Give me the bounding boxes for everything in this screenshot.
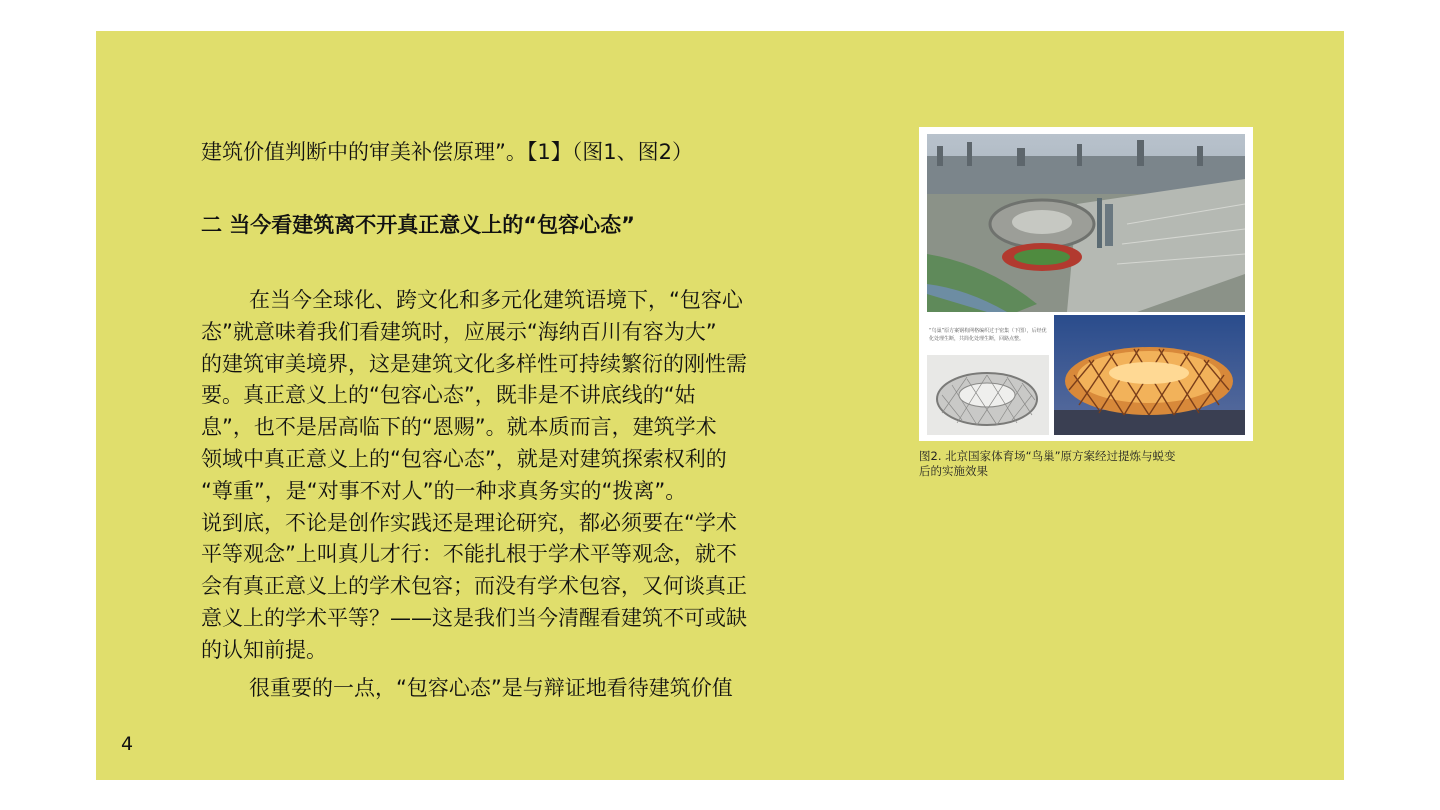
paragraph1-line: 平等观念”上叫真儿才行：不能扎根于学术平等观念，就不 — [201, 542, 737, 567]
paragraph1-line: 意义上的学术平等？——这是我们当今清醒看建筑不可或缺 — [201, 605, 747, 630]
body-text — [201, 285, 831, 704]
paragraph1-line: 态”就意味着我们看建筑时，应展示“海纳百川有容为大” — [201, 319, 717, 344]
figure-caption-line: 图2. 北京国家体育场“鸟巢”原方案经过提炼与蜕变 — [919, 449, 1176, 463]
paragraph1-line: 的建筑审美境界，这是建筑文化多样性可持续繁衍的刚性需 — [201, 351, 747, 376]
paragraph1-line: 会有真正意义上的学术包容；而没有学术包容，又何谈真正 — [201, 574, 747, 599]
paragraph1-line: 在当今全球化、跨文化和多元化建筑语境下，“包容心 — [249, 288, 743, 312]
paragraph1-line: 息”，也不是居高临下的“恩赐”。就本质而言，建筑学术 — [201, 415, 717, 440]
paragraph1-line: 的认知前提。 — [201, 637, 327, 662]
paragraph1-line: 领域中真正意义上的“包容心态”，就是对建筑探索权利的 — [201, 446, 727, 471]
stadium-night-photo — [1054, 315, 1245, 435]
section-heading: 二 当今看建筑离不开真正意义上的“包容心态” — [201, 213, 635, 237]
paragraph1-line: 说到底，不论是创作实践还是理论研究，都必须要在“学术 — [201, 510, 737, 535]
lead-line: 建筑价值判断中的审美补偿原理”。【1】（图1、图2） — [201, 140, 693, 164]
figure-image — [919, 127, 1253, 441]
page-number: 4 — [121, 733, 134, 755]
stadium-model-photo — [927, 355, 1049, 435]
figure-caption-line: 后的实施效果 — [919, 464, 988, 478]
paragraph2-line: 很重要的一点，“包容心态”是与辩证地看待建筑价值 — [249, 675, 733, 700]
paragraph1-line: 要。真正意义上的“包容心态”，既非是不讲底线的“姑 — [201, 383, 696, 408]
paragraph1-line: “尊重”，是“对事不对人”的一种求真务实的“拨离”。 — [201, 478, 687, 503]
figure-inset-note: “鸟巢”原方案钢构网格编织过于密集（下图），后经优化处理生断，共简化处理生断，回路点整。 — [929, 328, 1047, 342]
figure-caption — [919, 449, 1259, 479]
stadium-aerial-photo — [927, 134, 1245, 312]
